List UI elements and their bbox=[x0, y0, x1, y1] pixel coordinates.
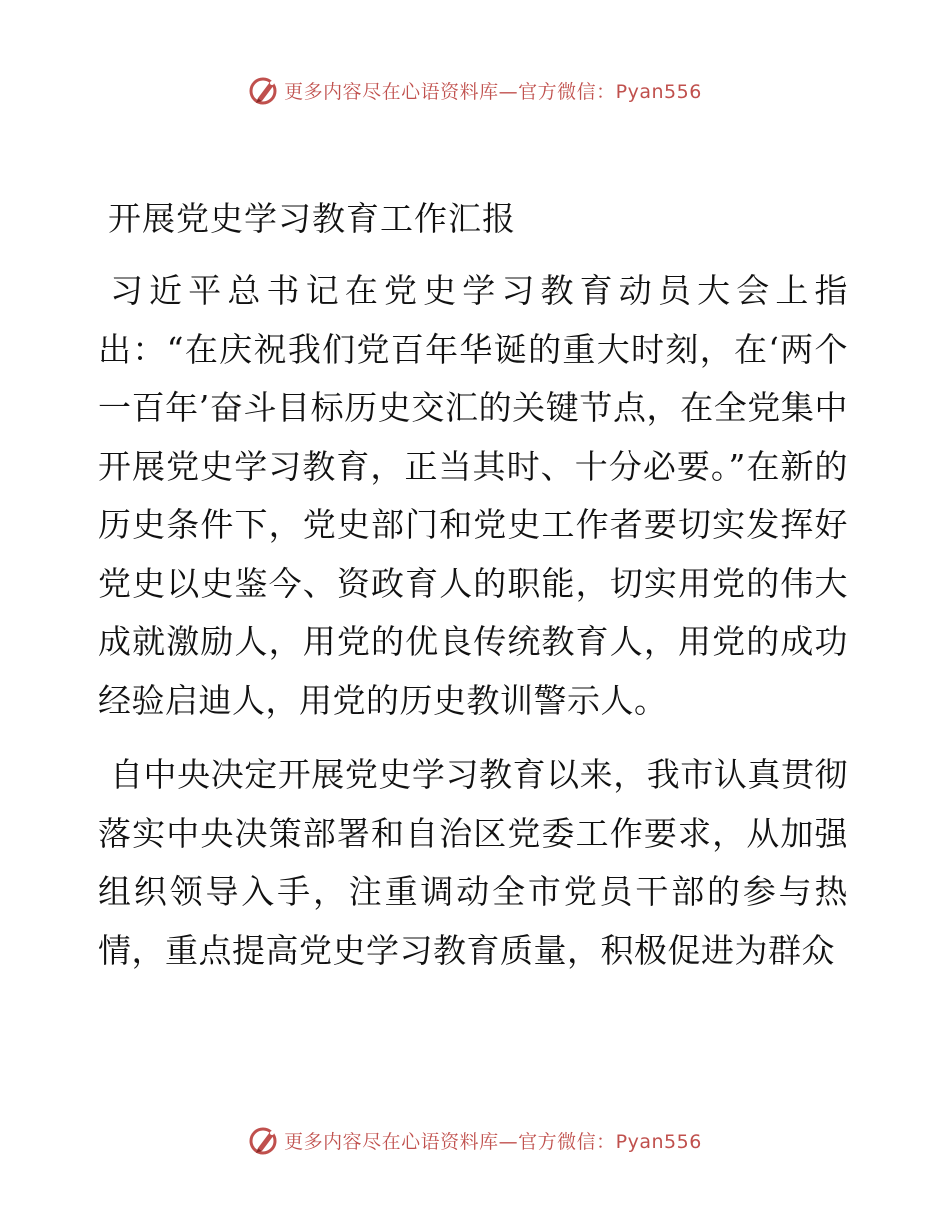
header-banner-text: 更多内容尽在心语资料库—官方微信：Pyan556 bbox=[284, 80, 702, 103]
document-body bbox=[98, 190, 848, 996]
paragraph: 自中央决定开展党史学习教育以来，我市认真贯彻落实中央决策部署和自治区党委工作要求，从加强组织领导入手，注重调动全市党员干部的参与热情，重点提高党史学习教育质量，积极促进为群众 bbox=[98, 755, 848, 970]
document-title: 开展党史学习教育工作汇报 bbox=[108, 199, 516, 238]
pen-logo-icon bbox=[248, 1124, 280, 1156]
paragraph: 习近平总书记在党史学习教育动员大会上指出：“在庆祝我们党百年华诞的重大时刻，在‘两个一百年’奋斗目标历史交汇的关键节点，在全党集中开展党史学习教育，正当其时、十分必要。”在新的历史条件下，党史部门和党史工作者要切实发挥好党史以史鉴今、资政育人的职能，切实用党的伟大成就激励人，用党的优良传统教育人，用党的成功经验启迪人，用党的历史教训警示人。 bbox=[98, 271, 848, 720]
header-banner bbox=[0, 70, 950, 110]
pen-logo-icon bbox=[248, 74, 280, 106]
footer-banner bbox=[0, 1120, 950, 1160]
footer-banner-text: 更多内容尽在心语资料库—官方微信：Pyan556 bbox=[284, 1130, 702, 1153]
